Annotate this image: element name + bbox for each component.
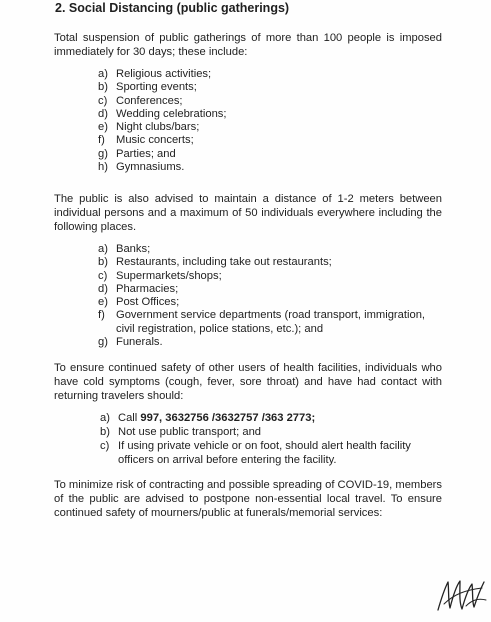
distance-list <box>98 243 442 349</box>
list-item: h) Gymnasiums. <box>98 161 185 174</box>
list-item: c) Conferences; <box>98 94 183 107</box>
list-item: g) Funerals. <box>98 336 163 349</box>
call-label: Call <box>118 412 138 424</box>
list-item: d) Pharmacies; <box>98 282 179 295</box>
section-heading: 2. Social Distancing (public gatherings) <box>55 1 290 15</box>
list-item: c) Supermarkets/shops; <box>98 269 222 282</box>
health-paragraph: To ensure continued safety of other users of health facilities, individuals who have cold symptoms (cough, fever, sore throat) and have had contact with returning travelers should: <box>54 362 442 402</box>
list-item: b) Restaurants, including take out restaurants; <box>98 256 332 269</box>
list-item: e) Post Offices; <box>98 296 180 309</box>
list-item: d) Wedding celebrations; <box>98 107 227 120</box>
gatherings-paragraph: Total suspension of public gatherings of more than 100 people is imposed immediately for 30 days; these include: <box>54 32 442 58</box>
list-item: e) Night clubs/bars; <box>98 121 200 134</box>
list-item: a) Religious activities; <box>98 68 212 80</box>
travel-paragraph: To minimize risk of contracting and possible spreading of COVID-19, members of the public are advised to postpone non-essential local travel. To ensure continued safety of mourners/public at funerals/memorial services: <box>54 479 442 519</box>
gatherings-list <box>98 68 442 174</box>
list-item: f) Government service departments (road transport, immigration, civil registration, police stations, etc.); and <box>98 309 426 335</box>
list-item: c) If using private vehicle or on foot, should alert health facility officers on arrival before entering the facility. <box>100 440 411 466</box>
list-item-call: a) Call 997, 3632756 /3632757 /363 2773; <box>100 412 316 424</box>
list-item: g) Parties; and <box>98 147 176 160</box>
list-item: a) Banks; <box>98 243 151 255</box>
handwritten-signature <box>436 576 488 616</box>
list-item: f) Music concerts; <box>98 134 194 147</box>
list-item: b) Sporting events; <box>98 81 197 94</box>
health-list <box>100 411 444 467</box>
hotline-numbers: 997, 3632756 /3632757 /363 2773; <box>140 412 316 424</box>
list-item: b) Not use public transport; and <box>100 426 262 438</box>
distance-paragraph: The public is also advised to maintain a distance of 1-2 meters between individual persons and a maximum of 50 individuals everywhere including the following places. <box>54 193 442 233</box>
